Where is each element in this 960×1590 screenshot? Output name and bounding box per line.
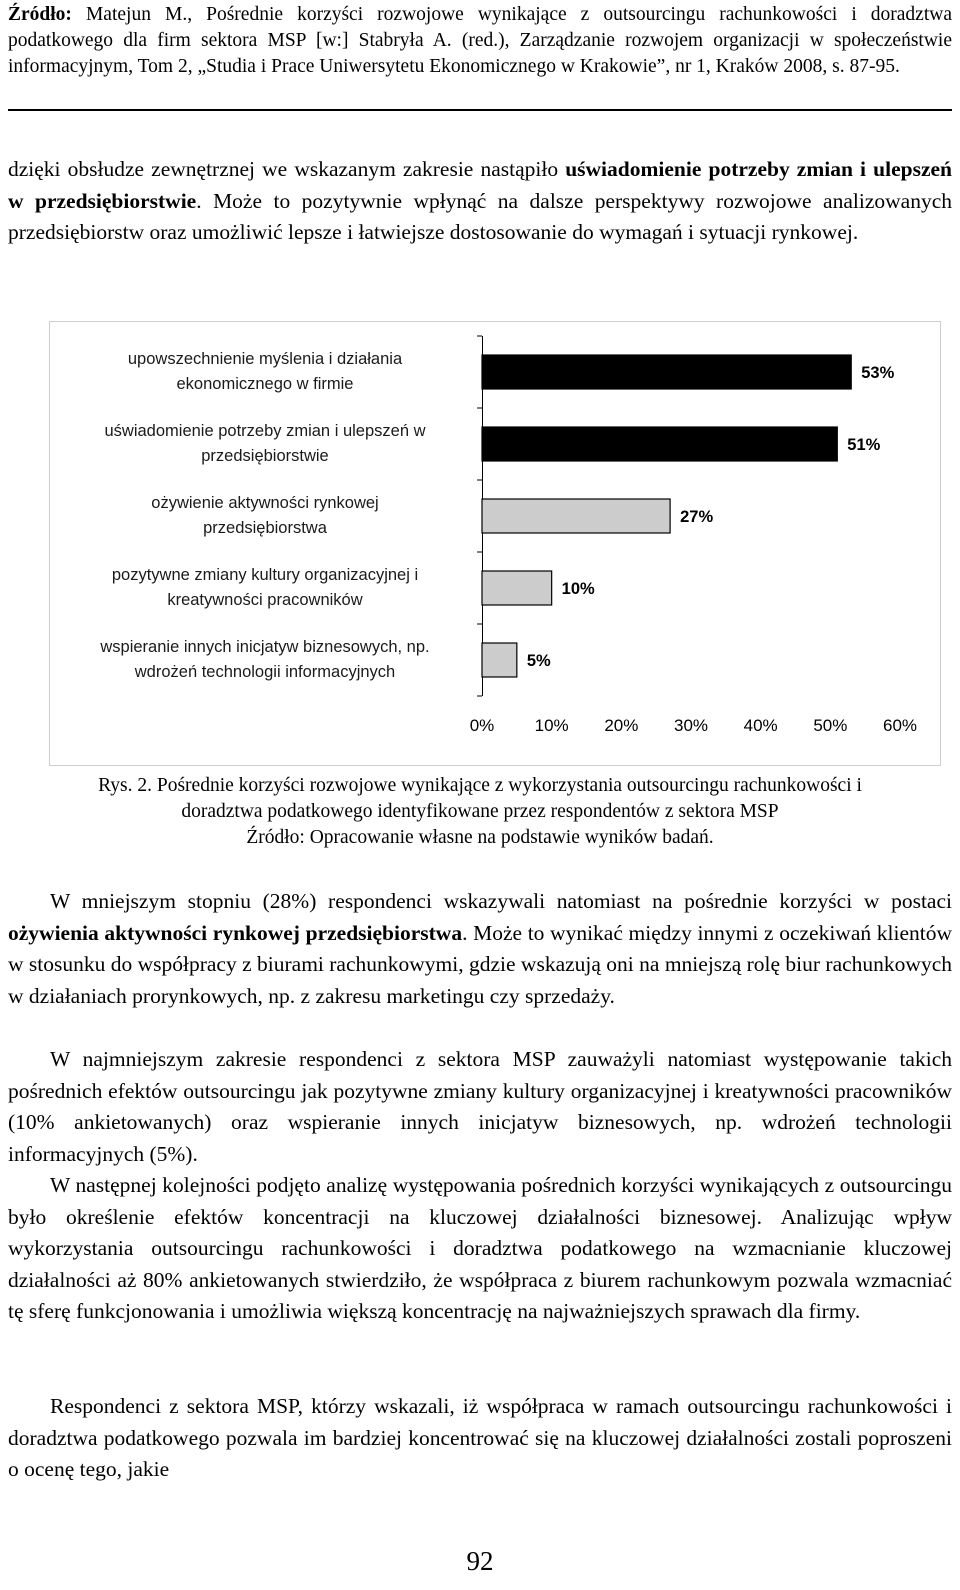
x-tick-label: 60% <box>882 716 918 735</box>
paragraph-1 <box>8 886 952 1012</box>
intro-paragraph <box>8 154 952 249</box>
data-label-4: 10% <box>561 580 595 598</box>
category-label-3: ożywienie aktywności rynkowej przedsiębiorstwa <box>151 494 379 537</box>
x-tick-label: 50% <box>813 716 848 735</box>
paragraph-3 <box>8 1170 952 1328</box>
caption-source: Źródło: Opracowanie własne na podstawie wyników badań. <box>246 827 714 848</box>
x-tick-label: 40% <box>743 716 778 735</box>
bar-2 <box>482 427 837 461</box>
caption-line-2: doradztwa podatkowego identyfikowane przez respondentów z sektora MSP <box>181 801 779 822</box>
x-tick-label: 0% <box>469 716 495 735</box>
bar-5 <box>482 643 517 677</box>
paragraph-2-text: W najmniejszym zakresie respondenci z sektora MSP zauważyli natomiast występowanie takich pośrednich efektów outsourcingu jak pozytywne zmiany kultury organizacyjnej i kreatywności pracowników (10% ankietowanych) oraz wspieranie innych inicjatyw biznesowych, np. wdrożeń technologii informacyjnych (5%). <box>8 1047 952 1166</box>
figure-caption <box>8 773 952 851</box>
category-label-5: wspieranie innych inicjatyw biznesowych, np. wdrożeń technologii informacyjnych <box>100 638 430 681</box>
data-label-5: 5% <box>526 652 551 670</box>
intro-text-2: . Może to pozytywnie wpłynąć na dalsze perspektywy rozwojowe analizowanych przedsiębiorstw oraz umożliwić lepsze i łatwiejsze dostosowanie do wymagań i sytuacji rynkowej. <box>8 188 952 245</box>
bar-1 <box>482 355 851 389</box>
paragraph-3-text: W następnej kolejności podjęto analizę występowania pośrednich korzyści wynikających z outsourcingu było określenie efektów koncentracji na kluczowej działalności biznesowej. Analizując wpływ wykorzystania outsourcingu rachunkowości i doradztwa podatkowego na wzmacnianie kluczowej działalności aż 80% ankietowanych stwierdziło, że współpraca z biurem rachunkowym pozwala wzmacniać tę sferę funkcjonowania i umożliwia większą koncentrację na najważniejszych sprawach dla firmy. <box>8 1173 952 1324</box>
source-prefix: Źródło: <box>8 4 72 25</box>
page-number: 92 <box>466 1546 494 1576</box>
bar-3 <box>482 499 670 533</box>
bar-4 <box>482 571 552 605</box>
intro-bold: uświadomienie potrzeby zmian i ulepszeń w przedsiębiorstwie <box>8 157 952 213</box>
paragraph-1-bold: ożywienia aktywności rynkowej przedsiębiorstwa <box>8 920 463 945</box>
paragraph-4 <box>8 1391 952 1486</box>
source-note <box>8 2 952 80</box>
x-tick-label: 30% <box>673 716 709 735</box>
category-label-4: pozytywne zmiany kultury organizacyjnej i kreatywności pracowników <box>111 566 419 609</box>
category-label-1: upowszechnienie myślenia i działania ekonomicznego w firmie <box>127 350 403 393</box>
source-divider <box>8 109 952 111</box>
data-label-2: 51% <box>847 436 881 454</box>
x-tick-label: 20% <box>604 716 639 735</box>
x-tick-label: 10% <box>534 716 569 735</box>
paragraph-1-text-2: . Może to wynikać między innymi z oczekiwań klientów w stosunku do współpracy z biurami rachunkowymi, gdzie wskazują oni na mniejszą rolę biur rachunkowych w działaniach prorynkowych, np. z zakresu marketingu czy sprzedaży. <box>8 920 953 1008</box>
caption-line-1: Rys. 2. Pośrednie korzyści rozwojowe wynikające z wykorzystania outsourcingu rachunkowości i <box>98 775 862 796</box>
paragraph-2 <box>8 1044 952 1170</box>
paragraph-1-text: W mniejszym stopniu (28%) respondenci wskazywali natomiast na pośrednie korzyści w postaci <box>50 889 952 913</box>
bar-chart <box>49 321 941 766</box>
intro-text-1: dzięki obsłudze zewnętrznej we wskazanym zakresie nastąpiło <box>8 157 566 181</box>
data-label-3: 27% <box>680 508 714 526</box>
paragraph-4-text: Respondenci z sektora MSP, którzy wskazali, iż współpraca w ramach outsourcingu rachunkowości i doradztwa podatkowego pozwala im bardziej koncentrować się na kluczowej działalności zostali poproszeni o ocenę tego, jakie <box>8 1394 952 1482</box>
source-text: Matejun M., Pośrednie korzyści rozwojowe wynikające z outsourcingu rachunkowości i doradztwa podatkowego dla firm sektora MSP [w:] Stabryła A. (red.), Zarządzanie rozwojem organizacji w społeczeństwie informacyjnym, Tom 2, „Studia i Prace Uniwersytetu Ekonomicznego w Krakowie”, nr 1, Kraków 2008, s. 87-95. <box>8 4 952 77</box>
data-label-1: 53% <box>861 364 895 382</box>
category-label-2: uświadomienie potrzeby zmian i ulepszeń w przedsiębiorstwie <box>104 422 426 465</box>
